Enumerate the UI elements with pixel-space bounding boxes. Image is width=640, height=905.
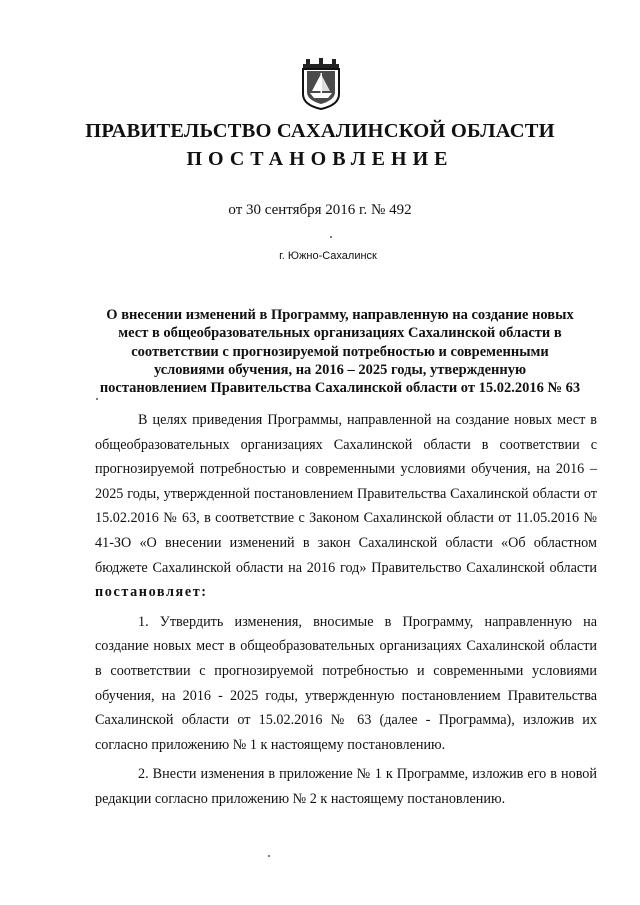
item-1-paragraph: 1. Утвердить изменения, вносимые в Программу, направленную на создание новых мест в общеобразовательных организациях Сахалинской области в соответствии с прогнозируемой потребностью и современными условиями обучения, на 2016 - 2025 годы, утвержденную постановлением Правительства Сахалинской области от 15.02.2016 № 63 (далее - Программа), изложив их согласно приложению № 1 к настоящему постановлению.	[95, 613, 597, 753]
organization-title: ПРАВИТЕЛЬСТВО САХАЛИНСКОЙ ОБЛАСТИ	[85, 120, 555, 142]
document-body	[95, 408, 597, 817]
preamble-text: В целях приведения Программы, направленной на создание новых мест в общеобразовательных организациях Сахалинской области в соответствии с прогнозируемой потребностью и современными условиями обучения, на 2016 – 2025 годы, утвержденной постановлением Правительства Сахалинской области от 15.02.2016 № 63, в соответствие с Законом Сахалинской области от 11.05.2016 № 41-ЗО «О внесении изменений в закон Сахалинской области «Об областном бюджете Сахалинской области на 2016 год» Правительство Сахалинской области	[95, 412, 597, 576]
document-city: г. Южно-Сахалинск	[279, 250, 377, 262]
preamble-paragraph	[95, 408, 597, 605]
subject-line: условиями обучения, на 2016 – 2025 годы, утвержденную	[153, 361, 527, 378]
scan-speck	[330, 236, 332, 238]
document-date: от 30 сентября 2016 г. № 492	[228, 202, 412, 218]
scan-speck	[268, 855, 270, 857]
resolves-keyword: постановляет:	[95, 584, 208, 601]
document-subject	[80, 306, 600, 397]
subject-line: постановлением Правительства Сахалинской области от 15.02.2016 № 63	[99, 380, 581, 397]
subject-line: О внесении изменений в Программу, направленную на создание новых	[106, 307, 574, 323]
coat-of-arms-icon	[300, 58, 342, 110]
subject-line: мест в общеобразовательных организациях Сахалинской области в	[118, 325, 562, 342]
document-type: ПОСТАНОВЛЕНИЕ	[186, 148, 454, 170]
subject-line: соответствии с прогнозируемой потребностью и современными	[131, 343, 549, 360]
item-2-paragraph: 2. Внести изменения в приложение № 1 к Программе, изложив его в новой редакции согласно приложению № 2 к настоящему постановлению.	[95, 766, 597, 807]
scan-speck	[96, 398, 98, 400]
